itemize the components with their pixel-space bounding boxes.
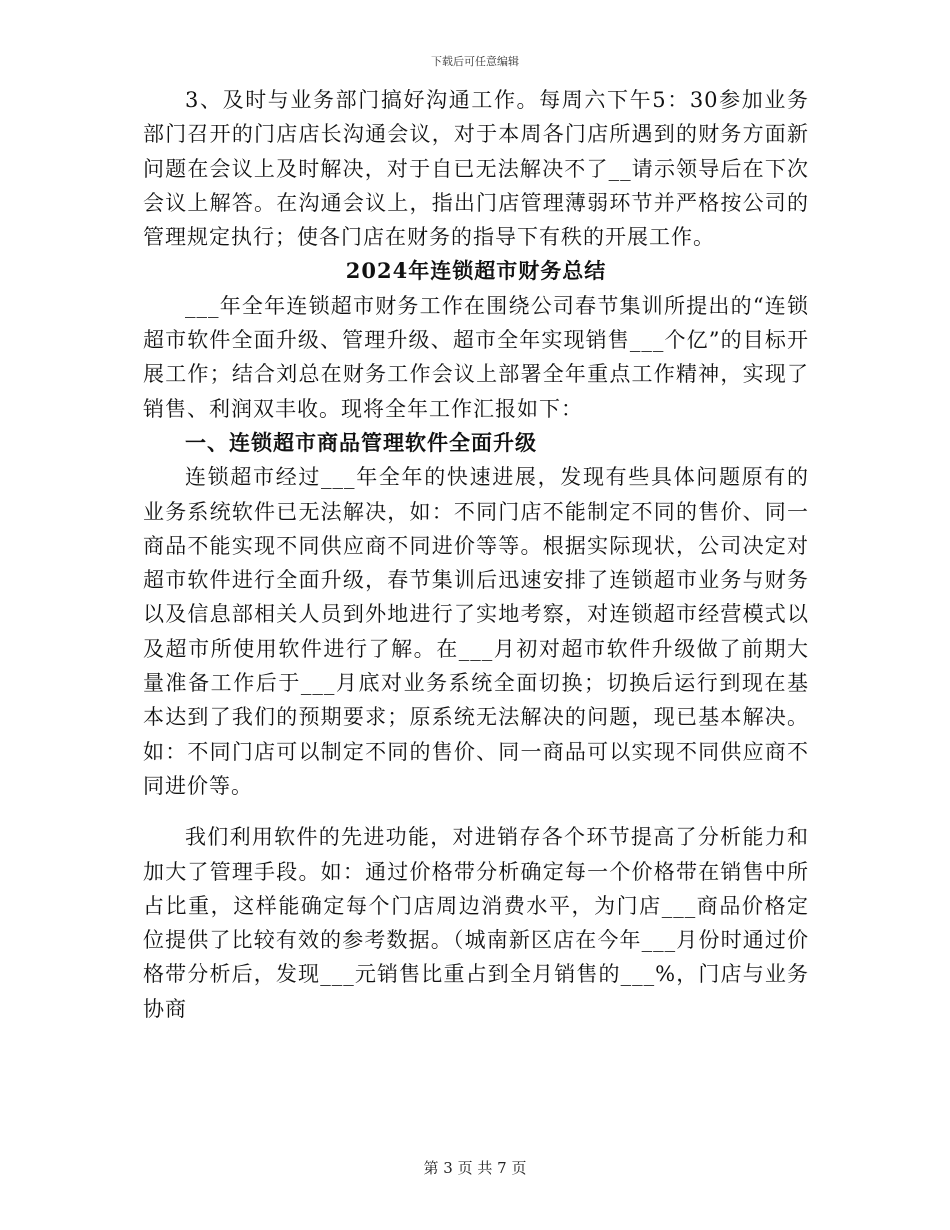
paragraph-communication: 3、及时与业务部门搞好沟通工作。每周六下午5：30参加业务部门召开的门店店长沟通会议，对于本周各门店所遇到的财务方面新问题在会议上及时解决，对于自已无法解决不了__请示领导后在下次会议上解答。在沟通会议上，指出门店管理薄弱环节并严格按公司的管理规定执行；使各门店在财务的指导下有秩的开展工作。 bbox=[143, 88, 809, 250]
paragraph-software-upgrade: 连锁超市经过___年全年的快速进展，发现有些具体问题原有的业务系统软件已无法解决，如：不同门店不能制定不同的售价、同一商品不能实现不同供应商不同进价等等。根据实际现状，公司决定对超市软件进行全面升级，春节集训后迅速安排了连锁超市业务与财务以及信息部相关人员到外地进行了实地考察，对连锁超市经营模式以及超市所使用软件进行了解。在___月初对超市软件升级做了前期大量准备工作后于___月底对业务系统全面切换；切换后运行到现在基本达到了我们的预期要求；原系统无法解决的问题，现已基本解决。如：不同门店可以制定不同的售价、同一商品可以实现不同供应商不同进价等。 bbox=[143, 465, 809, 798]
document-title: 2024年连锁超市财务总结 bbox=[345, 258, 607, 284]
section-heading-software-upgrade: 一、连锁超市商品管理软件全面升级 bbox=[185, 429, 537, 455]
page-footer: 第 3 页 共 7 页 bbox=[423, 1159, 527, 1177]
paragraph-price-analysis: 我们利用软件的先进功能，对进销存各个环节提高了分析能力和加大了管理手段。如：通过价格带分析确定每一个价格带在销售中所占比重，这样能确定每个门店周边消费水平，为门店___商品价格定位提供了比较有效的参考数据。（城南新区店在今年___月份时通过价格带分析后，发现___元销售比重占到全月销售的___%，门店与业务协商 bbox=[143, 825, 809, 1021]
page-header: 下载后可任意编辑 bbox=[431, 55, 519, 68]
paragraph-intro: ___年全年连锁超市财务工作在围绕公司春节集训所提出的“连锁超市软件全面升级、管理升级、超市全年实现销售___个亿”的目标开展工作；结合刘总在财务工作会议上部署全年重点工作精神，实现了销售、利润双丰收。现将全年工作汇报如下： bbox=[143, 293, 809, 421]
document-body bbox=[143, 83, 809, 1026]
